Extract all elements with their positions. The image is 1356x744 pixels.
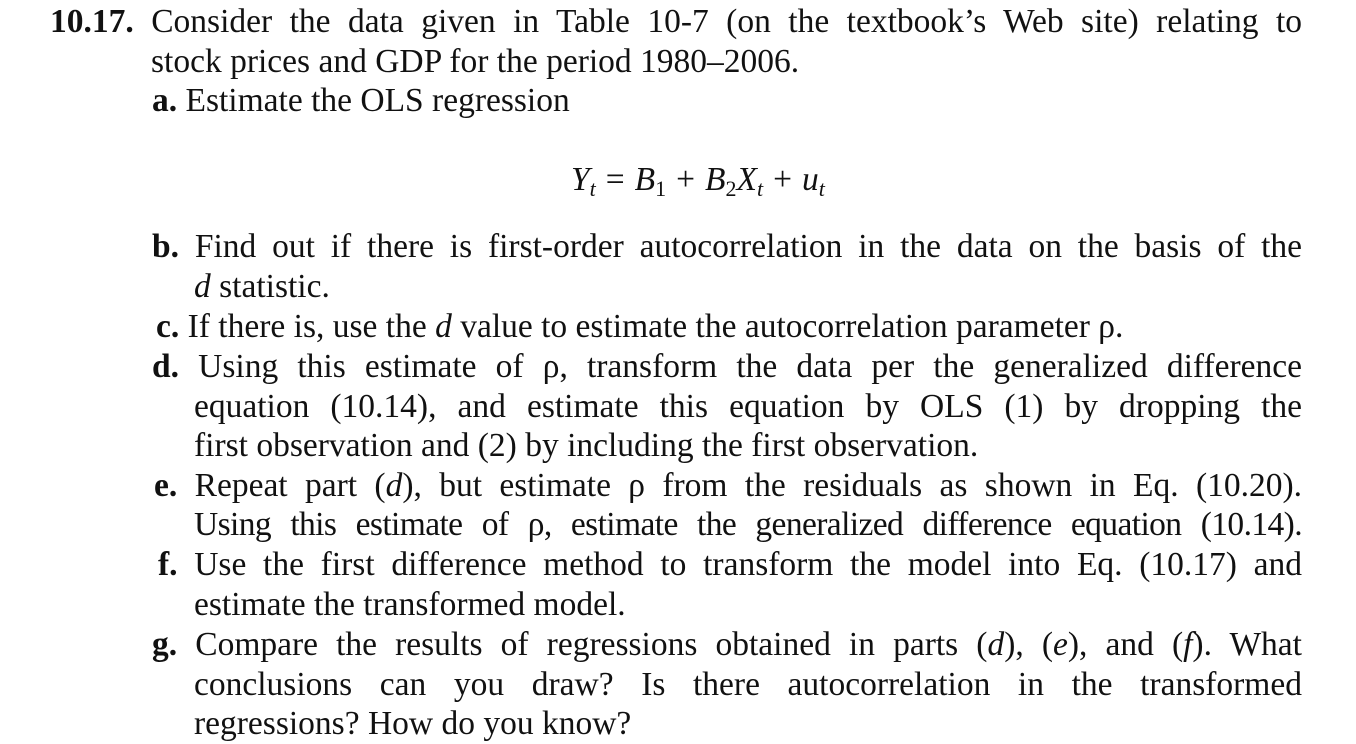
part-e-letter: e. [154,467,178,504]
part-f-line-1 [158,545,1302,585]
eq-y: Y [571,161,590,198]
part-e-text-1b: ), but estimate ρ from the residuals as shown in Eq. (10.20). [402,467,1303,504]
intro-text-1: Consider the data given in Table 10-7 (on the textbook’s Web site) relating to [151,3,1302,40]
part-g-line-3: regressions? How do you know? [194,705,632,742]
part-g-f-ref: f [1183,626,1193,663]
part-a [152,81,570,121]
eq-equals: = [605,161,625,198]
intro-line-1 [50,2,1302,42]
part-a-text: Estimate the OLS regression [185,82,570,119]
part-d-text-1: Using this estimate of ρ, transform the data per the generalized difference [198,348,1303,385]
part-f-text-1: Use the first difference method to transform the model into Eq. (10.17) and [194,546,1302,583]
eq-b1: B [634,161,656,198]
part-a-letter: a. [152,82,178,119]
eq-u: u [802,161,819,198]
part-f-letter: f. [158,546,178,583]
eq-b1-sub: 1 [655,176,667,201]
part-c-text-before: If there is, use the [187,308,436,345]
part-c-d-symbol: d [435,308,452,345]
part-g-d-ref: d [987,626,1005,663]
eq-b2-sub: 2 [725,176,737,201]
part-g-text-1d: ). What [1192,626,1302,663]
part-d-line-3: first observation and (2) by including the first observation. [194,427,979,464]
eq-plus-2: + [773,161,793,198]
part-e-line-2: Using this estimate of ρ, estimate the generalized difference equation (10.14). [194,506,1302,543]
eq-plus-1: + [676,161,696,198]
regression-equation [571,160,825,200]
eq-y-sub: t [589,176,596,201]
part-c-letter: c. [156,308,180,345]
part-b-text-1: Find out if there is first-order autocorrelation in the data on the basis of the [194,228,1303,265]
problem-number: 10.17. [50,3,134,40]
part-f-line-2: estimate the transformed model. [194,586,626,623]
part-e-line-1 [154,466,1302,506]
part-b-line-1 [152,227,1302,267]
part-g-line-2: conclusions can you draw? Is there autocorrelation in the transformed [194,666,1302,703]
part-g-line-1 [152,625,1302,665]
part-g-letter: g. [152,626,178,663]
eq-x: X [736,161,757,198]
part-g-text-1c: ), and ( [1067,626,1184,663]
part-d-letter: d. [152,348,180,385]
part-d-line-2: equation (10.14), and estimate this equation by OLS (1) by dropping the [194,388,1302,425]
part-d-line-1 [152,347,1302,387]
eq-x-sub: t [756,176,764,201]
part-c [156,307,1123,347]
eq-b2: B [705,161,726,198]
part-e-d-ref: d [385,467,403,504]
eq-u-sub: t [818,176,825,201]
d-statistic-symbol: d [194,268,211,305]
part-g-text-1a: Compare the results of regressions obtained in parts ( [195,626,988,663]
part-b-line-2 [194,267,330,307]
part-c-text-after: value to estimate the autocorrelation parameter ρ. [451,308,1124,345]
part-g-text-1b: ), ( [1004,626,1053,663]
part-e-text-1a: Repeat part ( [194,467,386,504]
part-b-text-2: statistic. [210,268,330,305]
part-g-e-ref: e [1052,626,1068,663]
intro-line-2: stock prices and GDP for the period 1980–2006. [151,43,800,80]
part-b-letter: b. [152,228,180,265]
